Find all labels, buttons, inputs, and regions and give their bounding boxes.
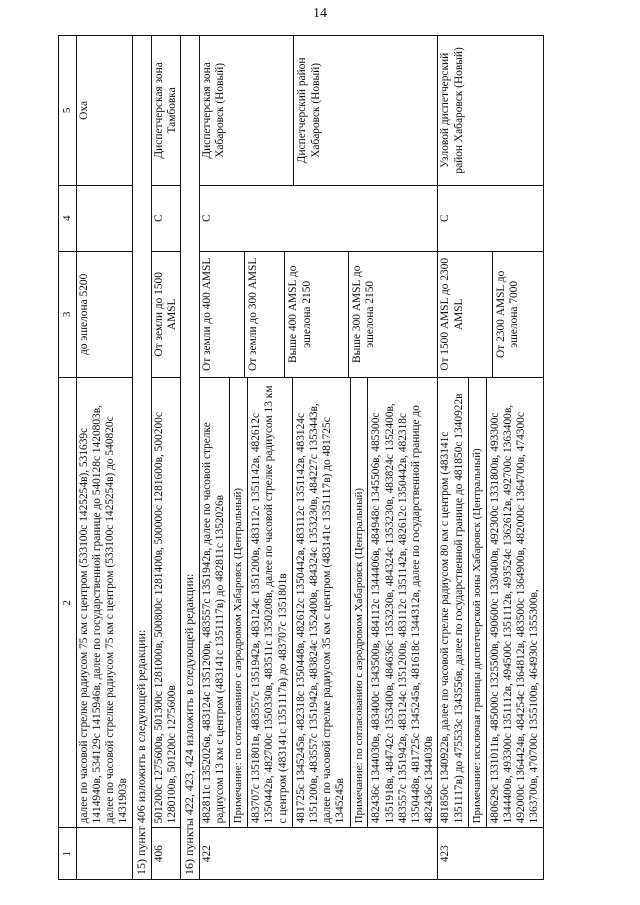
- cell-coordinates: [199, 378, 438, 828]
- cell-zone: [199, 36, 438, 186]
- table-row-406: [151, 36, 180, 880]
- row-number: 406: [151, 828, 180, 880]
- header-col-1: 1: [59, 828, 77, 880]
- altitude-2: От 2300 AMSL до эшелона 7000: [492, 252, 521, 377]
- cell-zone: Узловой диспетчерский район Хабаровск (Новый): [438, 36, 543, 186]
- coord-block-1: 482811с 1352026в, 483124с 1351200в, 483557с 1351942в, далее по часовой стрелке радиусом 13 км с центром (483141с 1351117в) до 482811с 1352026в: [200, 422, 227, 824]
- coord-block-4: 482436с 1344030в, 483400с 1343500в, 484112с 1344406в, 484948с 1345506в, 485300с 1351918в, 484742с 1353400в, 484636с 1353230в, 484324с 1353230в, 483824с 1352400в, 483557с 1351942в, 483124с 1351200в, 483112с 1351142в, 482612с 1350442в, 482318с 1350448в, 481725с 1345245в, 481618с 1344312в, далее по государственной границе до 482436с 1344030в: [367, 378, 436, 827]
- coord-block-2: 483707с 1351801в, 483557с 1351942в, 483124с 1351200в, 483112с 1351142в, 482612с 1350442в, 482700с 1350330в, 483511с 1350208в, далее по часовой стрелке радиусом 13 км с центром (483141с 1351117в) до 483707с 1351801в: [247, 378, 290, 827]
- airspace-table: [58, 35, 544, 880]
- header-col-5: 5: [59, 36, 77, 186]
- cell-altitude: [438, 251, 543, 377]
- cell-coordinates: далее по часовой стрелке радиусом 75 км с центром (533100с 1425254в), 531639с 1414940в, 534129с 1415946в, далее по государственной границе до 540128с 1420803в, далее по часовой стрелке радиусом 75 км с центром (533100с 1425254в) до 540820с 1431903в: [76, 378, 132, 828]
- cell-altitude: От земли до 1500 AMSL: [151, 251, 180, 377]
- altitude-1: От земли до 400 AMSL: [200, 257, 213, 372]
- cell-zone: Диспетчерская зона Тамбовка: [151, 36, 180, 186]
- table-row-423: [438, 36, 543, 880]
- header-col-2: 2: [59, 378, 77, 828]
- zone-2: Диспетчерский район Хабаровск (Новый): [293, 36, 322, 185]
- cell-altitude: до эшелона 5200: [76, 251, 132, 377]
- row-number: 422: [199, 828, 438, 880]
- header-col-3: 3: [59, 251, 77, 377]
- cell-class: С: [199, 185, 438, 251]
- page-number: 14: [313, 6, 327, 21]
- coord-block-1: 481850с 1340922в, далее по часовой стрелке радиусом 80 км с центром (483141с 1351117в) до 475533с 1343556в, далее по государственной границе до 481850с 1340922в: [439, 393, 465, 824]
- cell-coordinates: [438, 378, 543, 828]
- section-heading-15: 15) пункт 406 изложить в следующей редакции:: [132, 36, 151, 880]
- zone-1: Диспетчерская зона Хабаровск (Новый): [200, 62, 227, 159]
- coord-block-3: 481725с 1345245в, 482318с 1350448в, 482612с 1350442в, 483112с 1351142в, 483124с 1351200в, 483557с 1351942в, 483824с 1352400в, 484324с 1353230в, 484227с 1353443в, далее по часовой стрелке радиусом 35 км с центром (483141с 1351117в) до 481725с 1345245в: [292, 378, 348, 827]
- altitude-1: От 1500 AMSL до 2300 AMSL: [439, 257, 465, 371]
- note-1: Примечание: по согласованию с аэродромом Хабаровск (Центральный): [229, 378, 245, 827]
- note: Примечание: исключая границы диспетчерской зоны Хабаровск (Центральный): [468, 378, 484, 827]
- cell-zone: Оха: [76, 36, 132, 186]
- header-row: [59, 36, 77, 880]
- altitude-3: Выше 400 AMSL до эшелона 2150: [284, 252, 313, 377]
- note-2: Примечание: по согласованию с аэродромом Хабаровск (Центральный): [350, 378, 366, 827]
- altitude-2: От земли до 300 AMSL: [244, 252, 260, 377]
- row-number: 423: [438, 828, 543, 880]
- altitude-4: Выше 300 AMSL до эшелона 2150: [348, 252, 377, 377]
- coord-block-2: 480629с 1331011в, 485000с 1325500в, 490600с 1330400в, 492300с 1331800в, 493300с 1344400в, 493300с 1351112в, 494500с 1351112в, 493524с 1362612в, 492700с 1363400в, 492000с 1364424в, 484254с 1364812в, 483500с 1364900в, 482000с 1364700в, 474300с 1363700в, 470700с 1355100в, 464930с 1355300в,: [486, 378, 542, 827]
- table-row-previous: [76, 36, 132, 880]
- table-row-422: [199, 36, 438, 880]
- cell-class: С: [438, 185, 543, 251]
- cell-empty: [76, 828, 132, 880]
- rotated-table-sheet: [58, 35, 611, 880]
- cell-coordinates: 501200с 1275600в, 501300с 1281000в, 500800с 1281400в, 500000с 1281600в, 500200с 1280100в, 501200с 1275600в: [151, 378, 180, 828]
- section-row-16: [180, 36, 199, 880]
- section-row-15: [132, 36, 151, 880]
- section-heading-16: 16) пункты 422, 423, 424 изложить в следующей редакции:: [180, 36, 199, 880]
- cell-altitude: [199, 251, 438, 377]
- cell-class: С: [151, 185, 180, 251]
- header-col-4: 4: [59, 185, 77, 251]
- cell-class: [76, 185, 132, 251]
